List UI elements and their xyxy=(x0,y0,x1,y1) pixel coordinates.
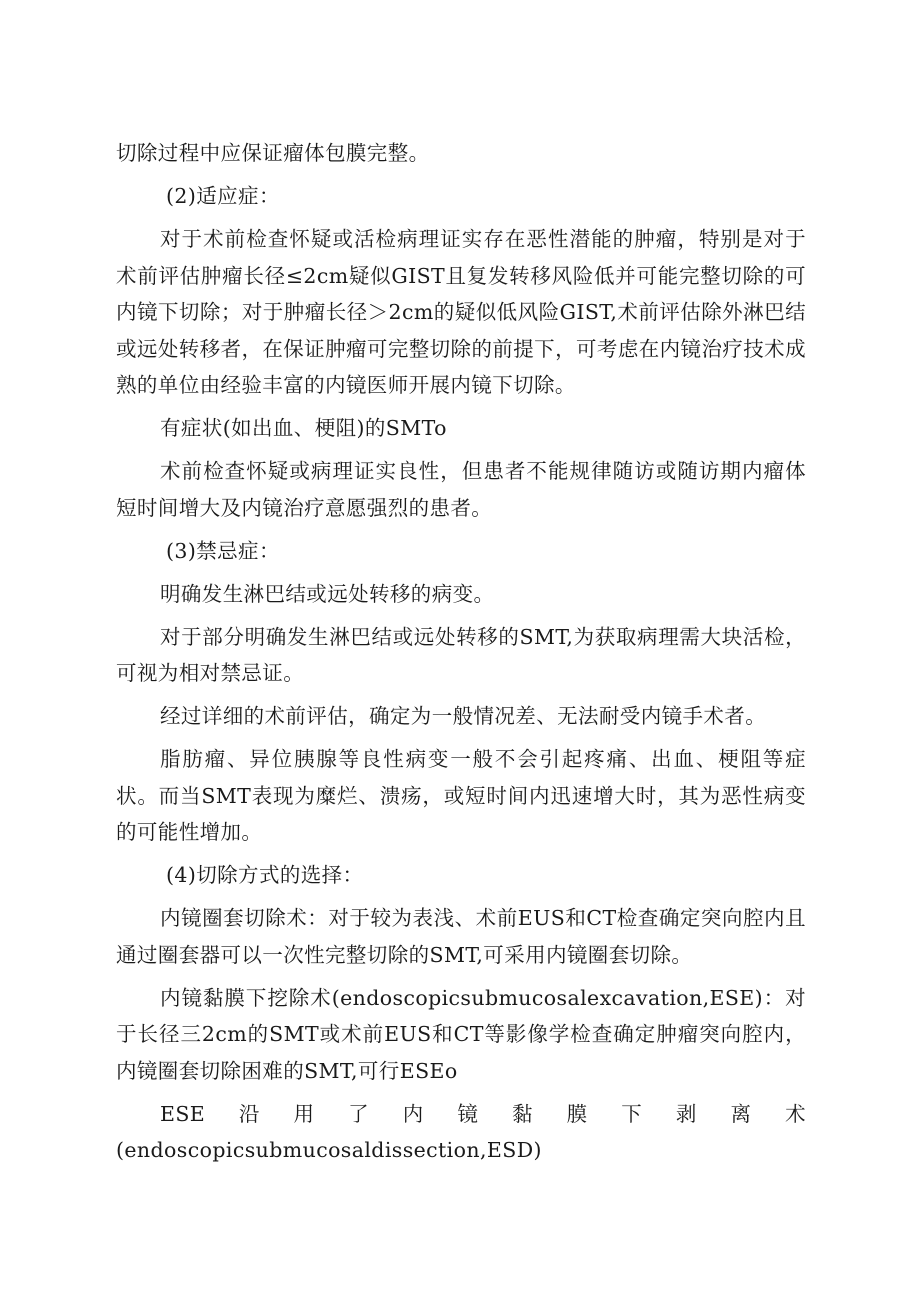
paragraph-relative-contraindication: 对于部分明确发生淋巴结或远处转移的SMT,为获取病理需大块活检，可视为相对禁忌证。 xyxy=(116,624,806,685)
heading-indications: (2)适应症： xyxy=(166,184,280,208)
paragraph-benign-followup: 术前检查怀疑或病理证实良性，但患者不能规律随访或随访期内瘤体短时间增大及内镜治疗意愿强烈的患者。 xyxy=(116,459,806,520)
paragraph-snare-resection: 内镜圈套切除术：对于较为表浅、术前EUS和CT检查确定突向腔内且通过圈套器可以一次性完整切除的SMT,可采用内镜圈套切除。 xyxy=(116,906,806,967)
paragraph-indication-malignant-potential: 对于术前检查怀疑或活检病理证实存在恶性潜能的肿瘤，特别是对于术前评估肿瘤长径≤2cm疑似GIST且复发转移风险低并可能完整切除的可内镜下切除；对于肿瘤长径＞2cm的疑似低风险GIST,术前评估除外淋巴结或远处转移者，在保证肿瘤可完整切除的前提下，可考虑在内镜治疗技术成熟的单位由经验丰富的内镜医师开展内镜下切除。 xyxy=(116,227,806,397)
document-body xyxy=(116,135,806,1175)
paragraph-ese: 内镜黏膜下挖除术(endoscopicsubmucosalexcavation,ESE)：对于长径三2cm的SMT或术前EUS和CT等影像学检查确定肿瘤突向腔内，内镜圈套切除困难的SMT,可行ESEo xyxy=(116,985,806,1083)
paragraph-symptomatic-smt: 有症状(如出血、梗阻)的SMTo xyxy=(160,416,447,440)
paragraph-excision-envelope: 切除过程中应保证瘤体包膜完整。 xyxy=(116,141,430,165)
paragraph-benign-lesions: 脂肪瘤、异位胰腺等良性病变一般不会引起疼痛、出血、梗阻等症状。而当SMT表现为糜烂、溃疡，或短时间内迅速增大时，其为恶性病变的可能性增加。 xyxy=(116,747,806,844)
paragraph-metastasis: 明确发生淋巴结或远处转移的病变。 xyxy=(160,581,495,606)
paragraph-poor-condition: 经过详细的术前评估，确定为一般情况差、无法耐受内镜手术者。 xyxy=(160,704,767,728)
heading-contraindications: (3)禁忌症： xyxy=(166,538,280,563)
heading-resection-method: (4)切除方式的选择： xyxy=(166,863,364,887)
paragraph-ese-esd: ESE沿用了内镜黏膜下剥离术(endoscopicsubmucosaldissection,ESD) xyxy=(116,1101,806,1162)
